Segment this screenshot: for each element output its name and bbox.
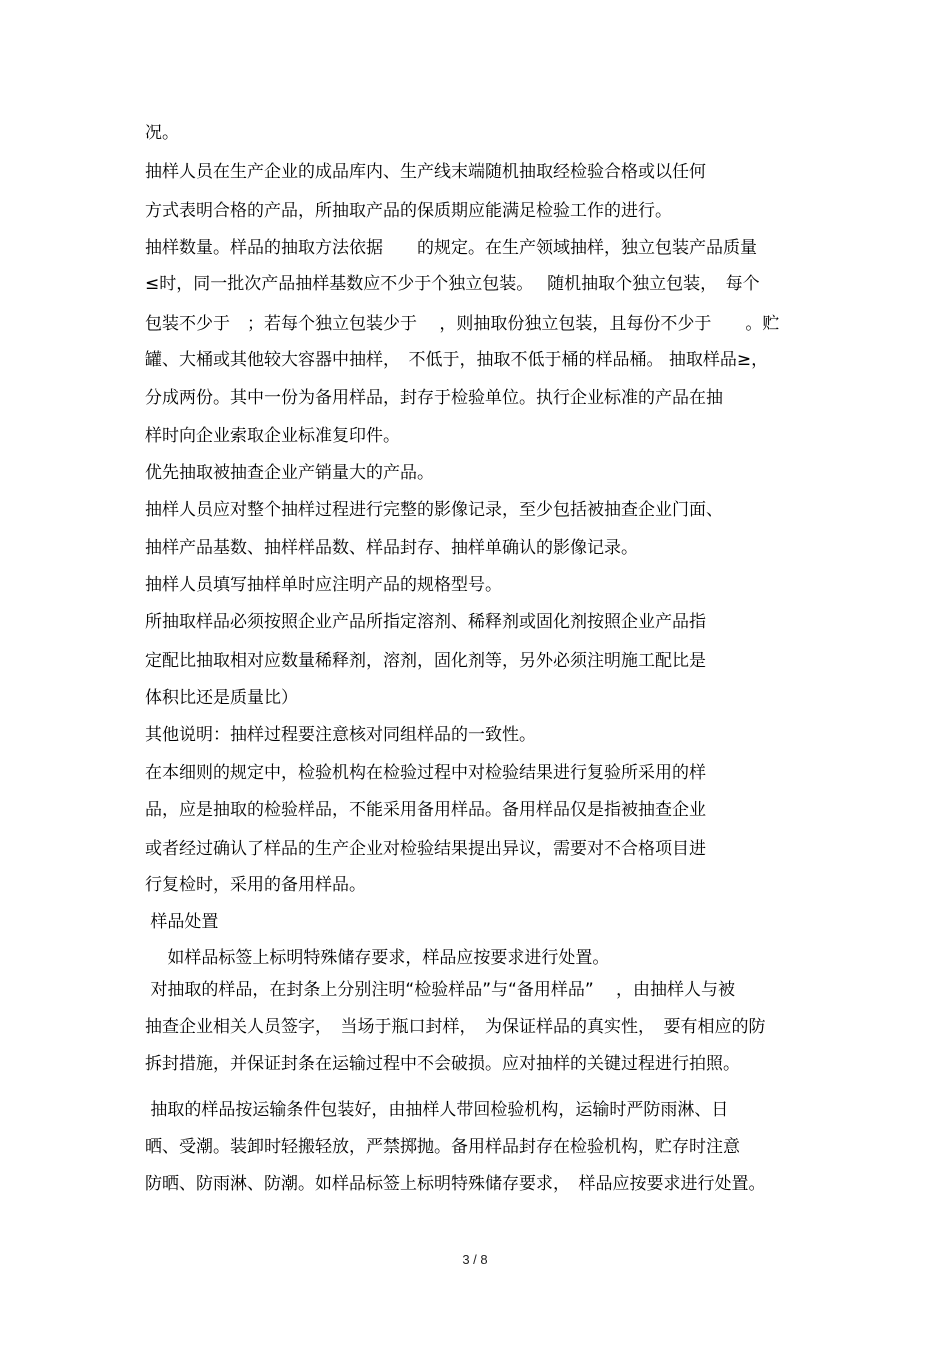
text-line: 对抽取的样品，在封条上分别注明“检验样品”与“备用样品” ，由抽样人与被	[145, 980, 736, 1000]
text-line: 在本细则的规定中，检验机构在检验过程中对检验结果进行复验所采用的样	[145, 763, 706, 783]
text-line: 抽样人员填写抽样单时应注明产品的规格型号。	[145, 575, 502, 595]
text-line: 抽样人员应对整个抽样过程进行完整的影像记录，至少包括被抽查企业门面、	[145, 500, 723, 520]
text-line: 防晒、防雨淋、防潮。如样品标签上标明特殊储存要求， 样品应按要求进行处置。	[145, 1174, 766, 1194]
text-line: 分成两份。其中一份为备用样品，封存于检验单位。执行企业标准的产品在抽	[145, 388, 723, 408]
text-line: 优先抽取被抽查企业产销量大的产品。	[145, 463, 434, 483]
text-line: 罐、大桶或其他较大容器中抽样， 不低于，抽取不低于桶的样品桶。 抽取样品≥，	[145, 350, 769, 370]
text-line: 如样品标签上标明特殊储存要求，样品应按要求进行处置。	[145, 948, 610, 968]
text-line: 包装不少于 ；若每个独立包装少于 ，则抽取份独立包装，且每份不少于 。贮	[145, 314, 780, 334]
page-number: 3 / 8	[462, 1252, 488, 1267]
text-line: 晒、受潮。装卸时轻搬轻放，严禁掷抛。备用样品封存在检验机构，贮存时注意	[145, 1137, 740, 1157]
text-line: 或者经过确认了样品的生产企业对检验结果提出异议，需要对不合格项目进	[145, 839, 706, 859]
text-line: 抽样数量。样品的抽取方法依据 的规定。在生产领域抽样，独立包装产品质量	[145, 238, 757, 258]
text-line: 抽取的样品按运输条件包装好，由抽样人带回检验机构，运输时严防雨淋、日	[145, 1100, 729, 1120]
text-line: ≤时，同一批次产品抽样基数应不少于个独立包装。 随机抽取个独立包装， 每个	[145, 274, 760, 294]
text-line: 抽查企业相关人员签字， 当场于瓶口封样， 为保证样品的真实性， 要有相应的防	[145, 1017, 766, 1037]
text-line: 拆封措施，并保证封条在运输过程中不会破损。应对抽样的关键过程进行拍照。	[145, 1054, 740, 1074]
text-line: 抽样产品基数、抽样样品数、样品封存、抽样单确认的影像记录。	[145, 538, 638, 558]
text-line: 其他说明：抽样过程要注意核对同组样品的一致性。	[145, 725, 536, 745]
text-line: 品，应是抽取的检验样品，不能采用备用样品。备用样品仅是指被抽查企业	[145, 800, 706, 820]
text-line: 样时向企业索取企业标准复印件。	[145, 426, 400, 446]
text-line: 体积比还是质量比）	[145, 688, 298, 708]
section-heading: 样品处置	[145, 912, 219, 932]
text-line: 所抽取样品必须按照企业产品所指定溶剂、稀释剂或固化剂按照企业产品指	[145, 612, 706, 632]
text-line: 行复检时，采用的备用样品。	[145, 875, 366, 895]
text-line: 方式表明合格的产品，所抽取产品的保质期应能满足检验工作的进行。	[145, 201, 672, 221]
text-line: 抽样人员在生产企业的成品库内、生产线末端随机抽取经检验合格或以任何	[145, 162, 706, 182]
text-line: 况。	[145, 123, 179, 143]
text-line: 定配比抽取相对应数量稀释剂，溶剂，固化剂等，另外必须注明施工配比是	[145, 651, 706, 671]
